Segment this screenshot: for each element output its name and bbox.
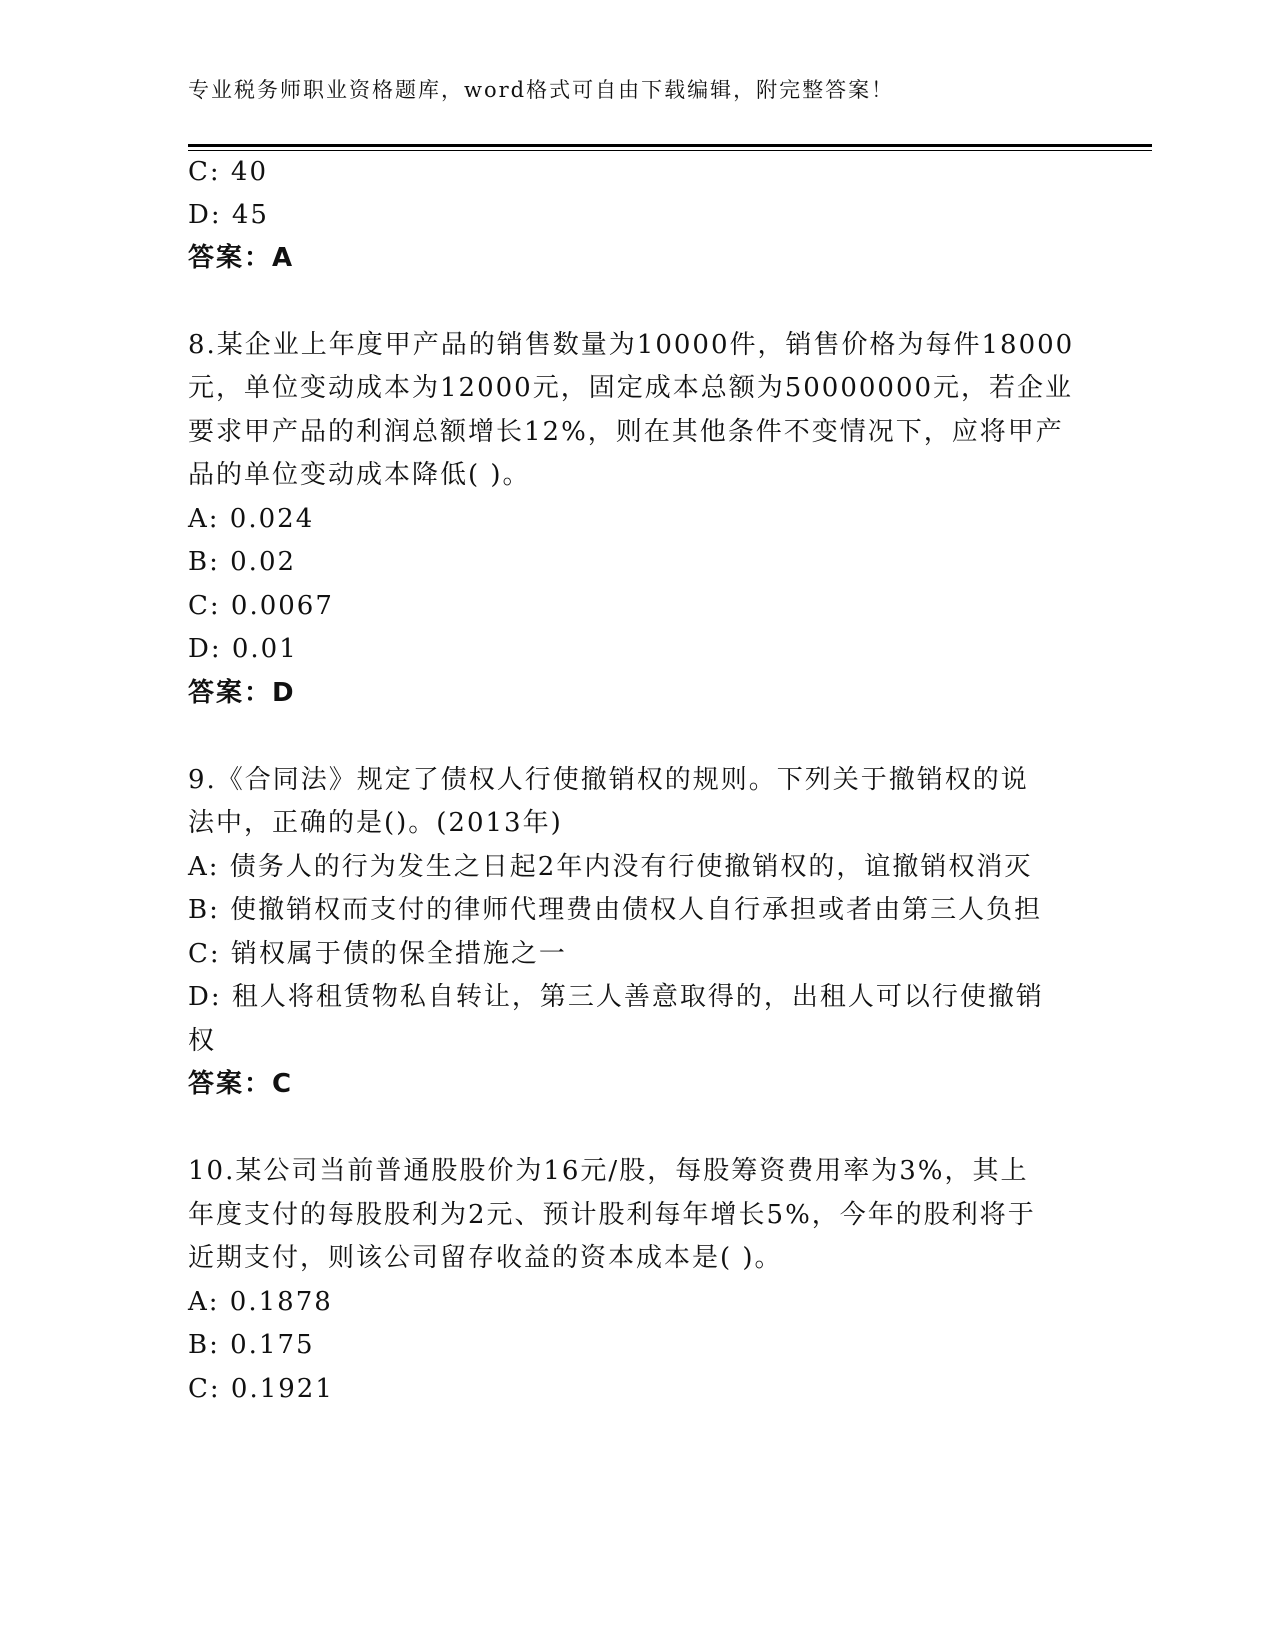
question-line: 元，单位变动成本为12000元，固定成本总额为50000000元，若企业 bbox=[188, 373, 1074, 403]
option-d: D: 45 bbox=[188, 200, 269, 230]
option-d: D: 租人将租赁物私自转让，第三人善意取得的，出租人可以行使撤销 bbox=[188, 982, 1044, 1012]
question-line: 10.某公司当前普通股股价为16元/股，每股筹资费用率为3%，其上 bbox=[188, 1156, 1029, 1186]
option-b: B: 使撤销权而支付的律师代理费由债权人自行承担或者由第三人负担 bbox=[188, 895, 1043, 925]
option-b: B: 0.02 bbox=[188, 547, 297, 577]
question-line: 年度支付的每股股利为2元、预计股利每年增长5%，今年的股利将于 bbox=[188, 1200, 1036, 1230]
option-d: D: 0.01 bbox=[188, 634, 298, 664]
option-a: A: 0.1878 bbox=[188, 1287, 333, 1317]
option-c: C: 0.1921 bbox=[188, 1374, 334, 1404]
question-line: 8.某企业上年度甲产品的销售数量为10000件，销售价格为每件18000 bbox=[188, 330, 1075, 360]
question-line: 品的单位变动成本降低( )。 bbox=[188, 460, 531, 490]
answer-label: 答案：D bbox=[188, 678, 296, 708]
header-rule-thick bbox=[188, 144, 1152, 147]
question-line: 要求甲产品的利润总额增长12%，则在其他条件不变情况下，应将甲产 bbox=[188, 417, 1064, 447]
header-rule-thin bbox=[188, 150, 1152, 151]
option-b: B: 0.175 bbox=[188, 1330, 315, 1360]
question-line: 近期支付，则该公司留存收益的资本成本是( )。 bbox=[188, 1243, 783, 1273]
option-c: C: 0.0067 bbox=[188, 591, 334, 621]
question-line: 法中，正确的是()。(2013年) bbox=[188, 808, 563, 838]
option-a: A: 0.024 bbox=[188, 504, 315, 534]
option-c: C: 40 bbox=[188, 157, 269, 187]
page-header: 专业税务师职业资格题库，word格式可自由下载编辑，附完整答案！ bbox=[188, 78, 895, 102]
question-line: 9.《合同法》规定了债权人行使撤销权的规则。下列关于撤销权的说 bbox=[188, 765, 1029, 795]
option-d-continuation: 权 bbox=[188, 1026, 217, 1056]
option-a: A: 债务人的行为发生之日起2年内没有行使撤销权的，谊撤销权消灭 bbox=[188, 852, 1033, 882]
answer-label: 答案：A bbox=[188, 243, 295, 273]
answer-label: 答案：C bbox=[188, 1069, 294, 1099]
option-c: C: 销权属于债的保全措施之一 bbox=[188, 939, 567, 969]
